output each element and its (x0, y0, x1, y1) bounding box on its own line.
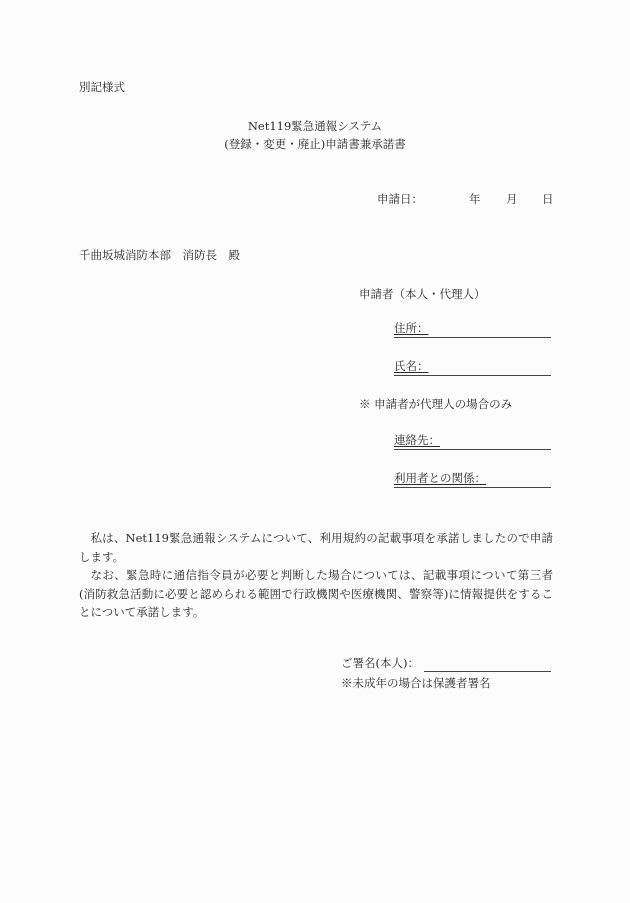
name-label: 氏名： (394, 359, 429, 373)
proxy-only-note: ※ 申請者が代理人の場合のみ (359, 397, 513, 411)
application-date-label: 申請日： (377, 192, 423, 206)
relationship-label: 利用者との関係： (394, 471, 486, 485)
consent-paragraph-2: なお、緊急時に通信指令員が必要と判断した場合については、記載事項について第三者(消防救急活動に必要と認められる範囲で行政機関や医療機関、警察等)に情報提供をすることについて承諾します。 (79, 568, 553, 619)
addressee: 千曲坂城消防本部 消防長 殿 (79, 248, 240, 262)
form-identifier: 別記様式 (79, 80, 125, 94)
minor-guardian-note: ※未成年の場合は保護者署名 (341, 676, 491, 690)
signature-label: ご署名(本人)： (341, 656, 419, 670)
consent-paragraph-1: 私は、Net119緊急通報システムについて、利用規約の記載事項を承諾しましたので申請します。 (79, 531, 553, 564)
date-year-label: 年 (469, 192, 481, 206)
date-day-label: 日 (542, 192, 554, 206)
signature-field[interactable] (341, 658, 551, 672)
contact-label: 連絡先： (394, 433, 440, 447)
contact-field[interactable] (394, 435, 551, 450)
address-field[interactable] (394, 323, 551, 338)
consent-body (79, 529, 553, 622)
date-month-label: 月 (506, 192, 518, 206)
name-field[interactable] (394, 361, 551, 376)
signature-line (424, 671, 551, 672)
document-title-line-2: (登録・変更・廃止)申請書兼承諾書 (224, 137, 406, 151)
applicant-heading: 申請者（本人・代理人） (359, 287, 486, 301)
address-label: 住所： (394, 321, 429, 335)
application-date-row (377, 194, 552, 208)
relationship-field[interactable] (394, 473, 551, 488)
document-title-line-1: Net119緊急通報システム (247, 119, 383, 133)
